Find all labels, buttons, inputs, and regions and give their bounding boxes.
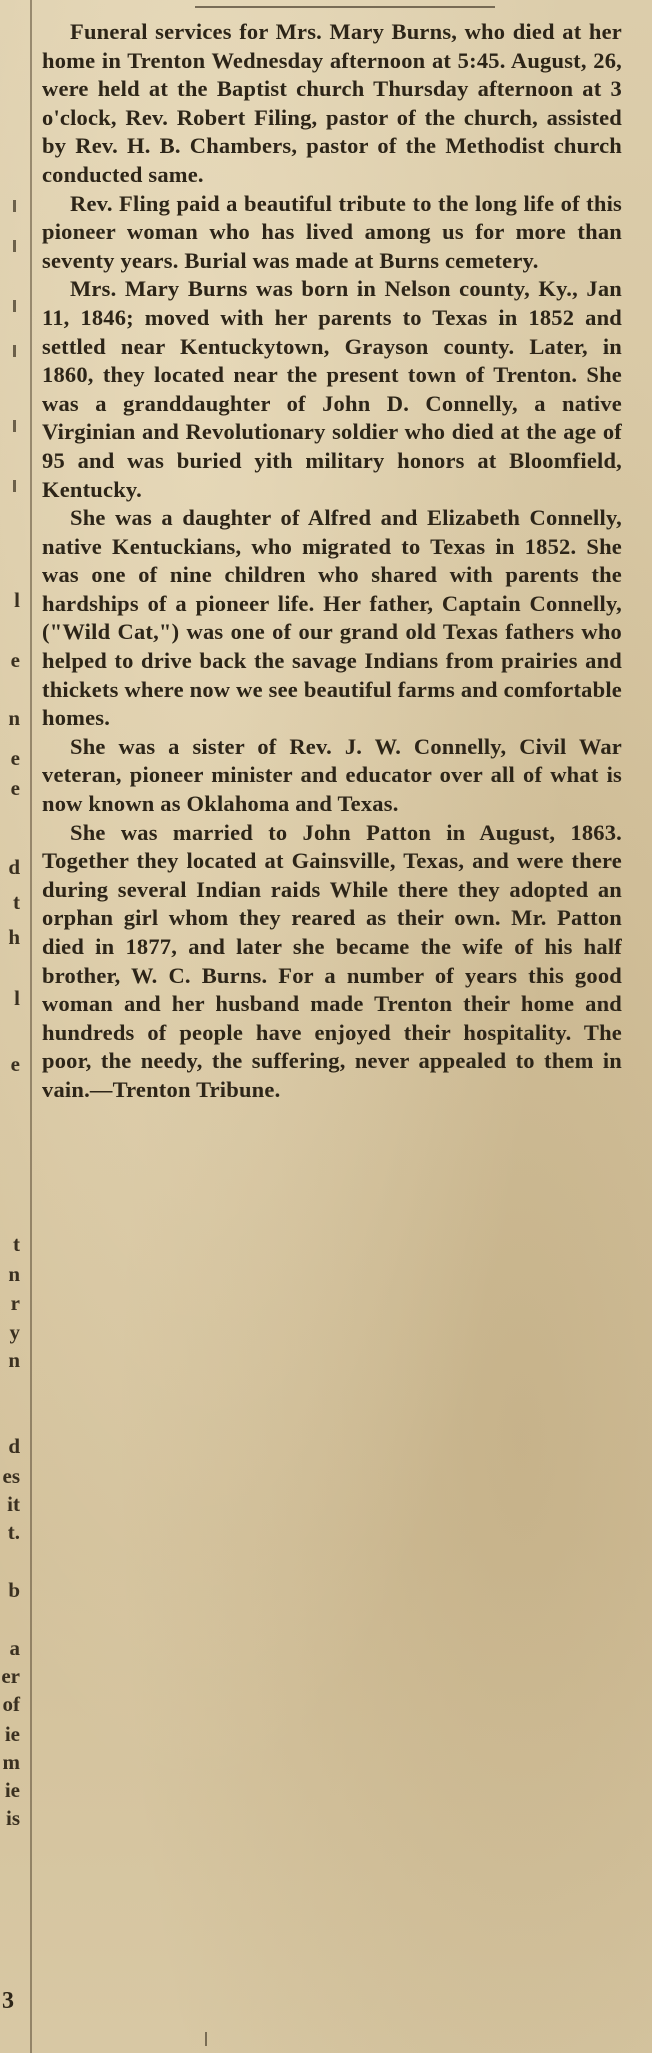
fragment-letter: is: [5, 1806, 20, 1830]
fragment-letter: ie: [4, 1722, 20, 1746]
fragment-letter: e: [10, 746, 20, 770]
fragment-letter: t.: [7, 1520, 20, 1544]
adjacent-column-fragments: [0, 0, 22, 2053]
top-rule: [195, 6, 495, 8]
page-number: 3: [2, 1988, 14, 2014]
fragment-mark: [13, 420, 16, 432]
fragment-letter: b: [8, 1578, 20, 1602]
fragment-letter: n: [8, 706, 20, 730]
paragraph-brother: She was a sister of Rev. J. W. Connelly, Civil War veteran, pioneer minister and educator over all of what is now known as Oklahoma and Texas.: [42, 733, 622, 817]
fragment-letter: l: [14, 986, 20, 1010]
fragment-letter: it: [7, 1492, 20, 1516]
column-divider: [30, 0, 32, 2053]
paragraph-marriage: She was married to John Patton in August, 1863. Together they located at Gainsville, Texas, and were there during several Indian raids While there they adopted an orphan girl whom they reared as their own. Mr. Patton died in 1877, and later she became the wife of his half brother, W. C. Burns. For a number of years this good woman and her husband made Trenton their home and hundreds of people have enjoyed their hospitality. The poor, the needy, the suffering, never appealed to them in vain.—Trenton Tribune.: [42, 819, 622, 1102]
fragment-mark: [13, 345, 16, 357]
fragment-letter: y: [9, 1320, 20, 1344]
fragment-letter: t: [13, 1232, 20, 1256]
fragment-letter: d: [8, 855, 20, 879]
fragment-letter: l: [14, 588, 20, 612]
fragment-letter: h: [8, 925, 20, 949]
fragment-mark: [13, 480, 16, 492]
fragment-letter: e: [10, 1052, 20, 1076]
fragment-letter: n: [8, 1348, 20, 1372]
fragment-letter: a: [9, 1636, 20, 1660]
fragment-mark: [13, 240, 16, 252]
paragraph-tribute: Rev. Fling paid a beautiful tribute to the long life of this pioneer woman who has lived among us for more than seventy years. Burial was made at Burns cemetery.: [42, 190, 622, 273]
fragment-letter: t: [13, 890, 20, 914]
obituary-article: [42, 18, 622, 1105]
fragment-letter: of: [2, 1692, 20, 1716]
bottom-mark: [205, 2032, 207, 2046]
fragment-letter: m: [2, 1750, 20, 1774]
fragment-mark: [13, 300, 16, 312]
paragraph-funeral-services: Funeral services for Mrs. Mary Burns, who died at her home in Trenton Wednesday afternoon at 5:45. August, 26, were held at the Baptist church Thursday afternoon at 3 o'clock, Rev. Robert Filing, pastor of the church, assisted by Rev. H. B. Chambers, pastor of the Methodist church conducted same.: [42, 19, 622, 187]
fragment-letter: es: [2, 1464, 20, 1488]
fragment-letter: er: [1, 1664, 20, 1688]
fragment-letter: e: [10, 776, 20, 800]
fragment-letter: n: [8, 1262, 20, 1286]
paragraph-birth-history: Mrs. Mary Burns was born in Nelson county, Ky., Jan 11, 1846; moved with her parents to Texas in 1852 and settled near Kentuckytown, Grayson county. Later, in 1860, they located near the present town of Trenton. She was a granddaughter of John D. Connelly, a native Virginian and Revolutionary soldier who died at the age of 95 and was buried yith military honors at Bloomfield, Kentucky.: [42, 276, 622, 502]
fragment-letter: r: [10, 1291, 20, 1315]
paragraph-parents: She was a daughter of Alfred and Elizabeth Connelly, native Kentuckians, who migrated to Texas in 1852. She was one of nine children who shared with parents the hardships of a pioneer life. Her father, Captain Connelly, ("Wild Cat,") was one of our grand old Texas fathers who helped to drive back the savage Indians from prairies and thickets where now we see beautiful farms and comfortable homes.: [42, 505, 622, 731]
fragment-letter: e: [10, 648, 20, 672]
fragment-letter: ie: [4, 1778, 20, 1802]
fragment-letter: d: [8, 1434, 20, 1458]
fragment-mark: [13, 200, 16, 212]
